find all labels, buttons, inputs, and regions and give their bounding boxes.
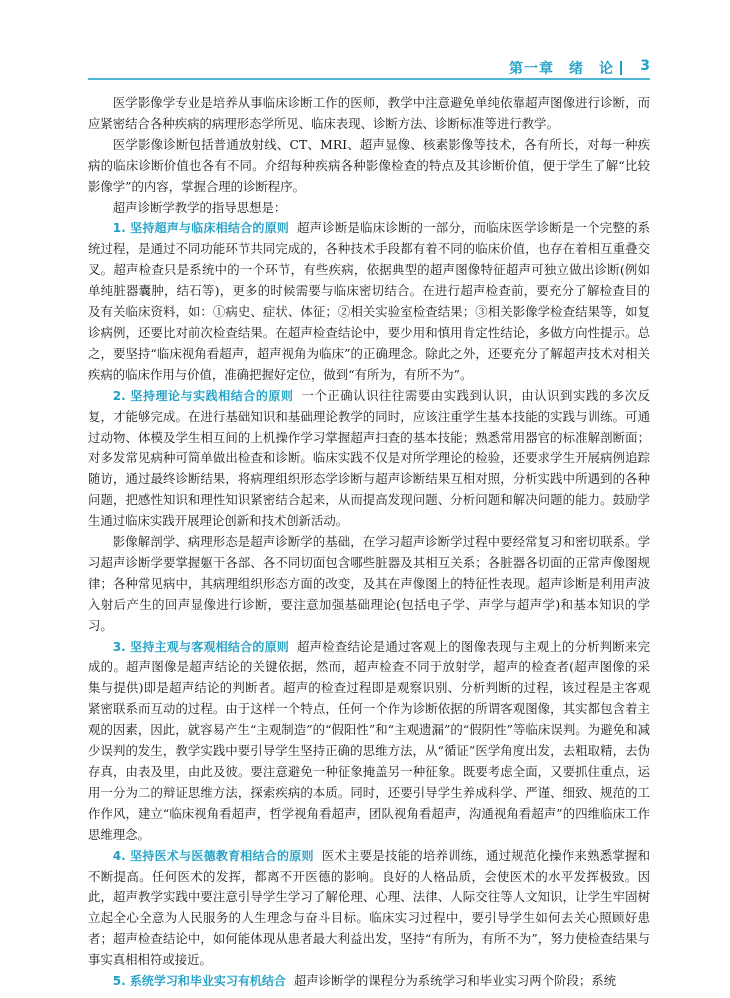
paragraph: 影像解剖学、病理形态是超声诊断学的基础，在学习超声诊断学过程中要经常复习和密切联系。学习超声诊断学要掌握躯干各部、各不同切面包含哪些脏器及其相互关系；各脏器各切面的正常声像图规律；各种常见病中，其病理组织形态方面的改变，及其在声像图上的特征性表现。超声诊断是利用声波入射后产生的回声显像进行诊断，要注意加强基础理论(包括电子学、声学与超声学)和基本知识的学习。 — [88, 534, 650, 633]
paragraph: 2. 坚持理论与实践相结合的原则 一个正确认识往往需要由实践到认识，由认识到实践的多次反复，才能够完成。在进行基础知识和基础理论教学的同时，应该注重学生基本技能的实践与训练。可通过动物、体模及学生相互间的上机操作学习掌握超声扫查的基本技能；熟悉常用器官的标准解剖断面；对多发常见病种可简单做出检查和诊断。临床实践不仅是对所学理论的检验，还要求学生开展病例追踪随访，通过最终诊断结果，将病理组织形态学诊断与超声诊断结果互相对照，分析实践中所遇到的各种问题，把感性知识和理性知识紧密结合起来，从而提高发现问题、分析问题和解决问题的能力。鼓励学生通过临床实践开展理论创新和技术创新活动。 — [88, 387, 650, 529]
header-divider — [620, 61, 622, 75]
running-header — [88, 58, 650, 80]
chapter-title: 第一章 绪 论 — [509, 58, 628, 78]
section-heading: 5. 系统学习和毕业实习有机结合 — [112, 974, 286, 989]
body-text — [88, 93, 650, 992]
header-rule — [88, 78, 650, 80]
paragraph: 医学影像诊断包括普通放射线、CT、MRI、超声显像、核素影像等技术，各有所长，对每一种疾病的临床诊断价值也各有不同。介绍每种疾病各种影像检查的特点及其诊断价值，便于学生了解“比较影像学”的内容，掌握合理的诊断程序。 — [88, 136, 650, 194]
paragraph: 4. 坚持医术与医德教育相结合的原则 医术主要是技能的培养训练，通过规范化操作来熟悉掌握和不断提高。任何医术的发挥，都离不开医德的影响。良好的人格品质，会使医术的水平发挥极致。因此，超声教学实践中要注意引导学生学习了解伦理、心理、法律、人际交往等人文知识，让学生牢固树立起全心全意为人民服务的人生理念与奋斗目标。临床实习过程中，要引导学生如何去关心照顾好患者；超声检查结论中，如何能体现从患者最大利益出发，坚持“有所为，有所不为”，努力使检查结果与事实真相相符或接近。 — [88, 847, 651, 968]
paragraph: 超声诊断学教学的指导思想是： — [112, 199, 287, 215]
section-heading: 4. 坚持医术与医德教育相结合的原则 — [112, 848, 314, 863]
paragraph: 1. 坚持超声与临床相结合的原则 超声诊断是临床诊断的一部分，而临床医学诊断是一个完整的系统过程，是通过不同功能环节共同完成的，各种技术手段都有着不同的临床价值，也存在着相互重叠交叉。超声检查只是系统中的一个环节，有些疾病，依据典型的超声图像特征超声可独立做出诊断(例如单纯脏器囊肿，结石等)，更多的时候需要与临床密切结合。在进行超声检查前，要充分了解检查目的及有关临床资料，如：①病史、症状、体征；②相关实验室检查结果；③相关影像学检查结果等，如复诊病例，还要比对前次检查结果。在超声检查结论中，要少用和慎用肯定性结论，多做方向性提示。总之，要坚持“临床视角看超声，超声视角为临床”的正确理念。除此之外，还要充分了解超声技术对相关疾病的临床作用与价值，准确把握好定位，做到“有所为，有所不为”。 — [88, 220, 651, 382]
paragraph: 5. 系统学习和毕业实习有机结合 超声诊断学的课程分为系统学习和毕业实习两个阶段；系统 — [112, 973, 617, 989]
paragraph: 医学影像学专业是培养从事临床诊断工作的医师，教学中注意避免单纯依靠超声图像进行诊断，而应紧密结合各种疾病的病理形态学所见、临床表现、诊断方法、诊断标准等进行教学。 — [88, 95, 650, 131]
paragraph: 3. 坚持主观与客观相结合的原则 超声检查结论是通过客观上的图像表现与主观上的分析判断来完成的。超声图像是超声结论的关键依据，然而，超声检查不同于放射学，超声的检查者(超声图像的采集与提供)即是超声结论的判断者。超声的检查过程即是观察识别、分析判断的过程，该过程是主客观紧密联系而互动的过程。由于这样一个特点，任何一个作为诊断依据的所谓客观图像，其实都包含着主观的因素，因此，就容易产生“主观制造”的“假阳性”和“主观遗漏”的“假阴性”等临床误判。为避免和减少误判的发生，教学实践中要引导学生坚持正确的思维方法，从“循证”医学角度出发，去粗取精，去伪存真，由表及里，由此及彼。要注意避免一种征象掩盖另一种征象。既要考虑全面，又要抓住重点，运用一分为二的辩证思维方法，探索疾病的本质。同时，还要引导学生养成科学、严谨、细致、规范的工作作风，建立“临床视角看超声，哲学视角看超声，团队视角看超声，沟通视角看超声”的四维临床工作思维理念。 — [88, 638, 651, 842]
section-heading: 3. 坚持主观与客观相结合的原则 — [112, 639, 290, 654]
section-heading: 2. 坚持理论与实践相结合的原则 — [112, 388, 294, 403]
section-heading: 1. 坚持超声与临床相结合的原则 — [112, 221, 290, 236]
page-number: 3 — [640, 58, 650, 74]
